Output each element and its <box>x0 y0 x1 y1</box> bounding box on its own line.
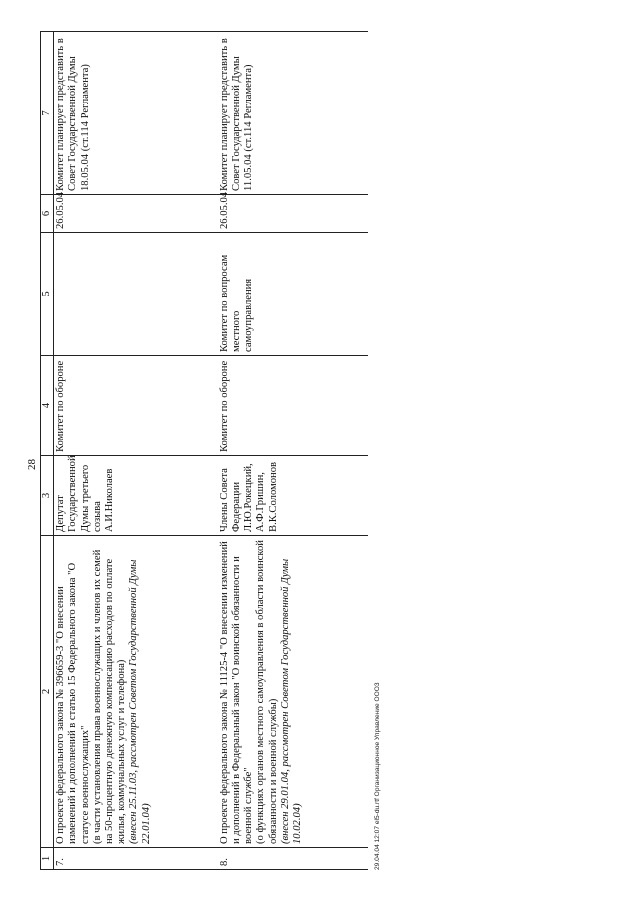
rotated-page <box>26 32 381 870</box>
bill-cell <box>54 536 218 848</box>
initiator-cell: Депутат Государственной Думы третьего созыва А.И.Николаев <box>54 456 218 536</box>
co-committee-cell: Комитет по вопросам местного самоуправления <box>218 233 368 356</box>
column-header-7: 7 <box>41 32 54 195</box>
remark-cell: Комитет планирует представить в Совет Государственной Думы 11.05.04 (ст.114 Регламента) <box>218 32 368 195</box>
date-cell: 26.05.04 <box>218 195 368 233</box>
column-header-6: 6 <box>41 195 54 233</box>
column-header-4: 4 <box>41 356 54 456</box>
bill-description: (в части установления права военнослужащих и членов их семей на 50-процентную денежную компенсацию расходов по оплате жилья, коммунальных услуг и телефона) <box>91 549 128 844</box>
column-header-2: 2 <box>41 536 54 848</box>
committee-cell: Комитет по обороне <box>54 356 218 456</box>
bill-note: (внесен 25.11.03, рассмотрен Советом Государственной Думы 22.01.04) <box>128 559 152 844</box>
committee-cell: Комитет по обороне <box>218 356 368 456</box>
footer-info: 29.04.04 12:07 el5-du.rtf Организационное Управление ООО3 <box>374 682 381 870</box>
bill-title: О проекте федерального закона № 11125-4 "О внесении изменений и дополнений в Федеральный закон "О воинской обязанности и военной службе" <box>218 541 255 844</box>
page-number: 28 <box>26 459 38 470</box>
initiator-cell: Члены Совета Федерации Л.Ю.Рокецкий, А.Ф.Гришин, В.К.Соломонов <box>218 456 368 536</box>
bills-table <box>40 31 368 870</box>
date-cell: 26.05.04 <box>54 195 218 233</box>
bill-cell <box>218 536 368 848</box>
row-number: 7. <box>54 848 218 870</box>
column-header-1: 1 <box>41 848 54 870</box>
table-row <box>218 32 368 870</box>
column-header-5: 5 <box>41 233 54 356</box>
bill-description: (о функциях органов местного самоуправления в области воинской обязанности и военной службы) <box>255 540 279 844</box>
bill-note: (внесен 29.01.04, рассмотрен Советом Государственной Думы 10.02.04) <box>279 558 303 844</box>
header-row <box>41 32 54 870</box>
co-committee-cell <box>54 233 218 356</box>
bill-title: О проекте федерального закона № 396659-3 "О внесении изменений и дополнений в статью 15 Федерального закона "О статусе военнослужащих" <box>55 562 91 844</box>
table-row <box>54 32 218 870</box>
column-header-3: 3 <box>41 456 54 536</box>
remark-cell: Комитет планирует представить в Совет Государственной Думы 18.05.04 (ст.114 Регламента) <box>54 32 218 195</box>
row-number: 8. <box>218 848 368 870</box>
